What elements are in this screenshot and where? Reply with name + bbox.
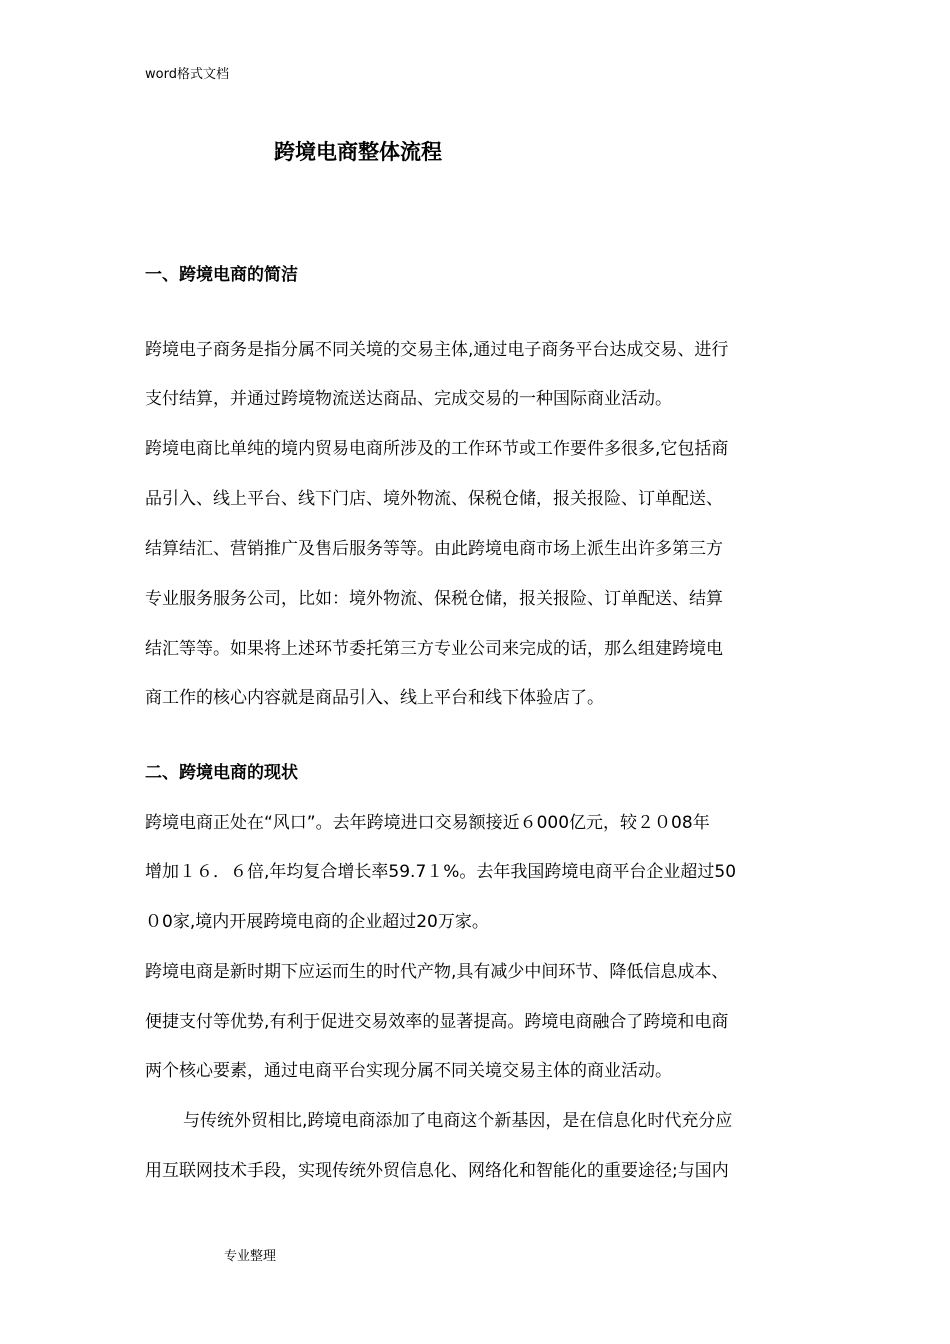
section-heading-2: 二、跨境电商的现状 — [145, 763, 298, 783]
paragraph-line: 结算结汇、营销推广及售后服务等等。由此跨境电商市场上派生出许多第三方 — [145, 539, 723, 559]
paragraph-line: 增加１６．６倍,年均复合增长率59.7１%。去年我国跨境电商平台企业超过50 — [145, 862, 737, 882]
document-title: 跨境电商整体流程 — [274, 140, 442, 164]
paragraph-line: 跨境电子商务是指分属不同关境的交易主体,通过电子商务平台达成交易、进行 — [145, 340, 729, 360]
section-heading-1: 一、跨境电商的简洁 — [145, 265, 298, 285]
paragraph-line: ０0家,境内开展跨境电商的企业超过20万家。 — [145, 912, 489, 932]
paragraph-line: 与传统外贸相比,跨境电商添加了电商这个新基因，是在信息化时代充分应 — [183, 1111, 733, 1131]
paragraph-line: 用互联网技术手段，实现传统外贸信息化、网络化和智能化的重要途径;与国内 — [145, 1161, 729, 1181]
paragraph-line: 便捷支付等优势,有利于促进交易效率的显著提高。跨境电商融合了跨境和电商 — [145, 1012, 729, 1032]
paragraph-line: 结汇等等。如果将上述环节委托第三方专业公司来完成的话，那么组建跨境电 — [145, 639, 723, 659]
paragraph-line: 跨境电商正处在“风口”。去年跨境进口交易额接近６000亿元，较２０08年 — [145, 813, 710, 833]
paragraph-line: 跨境电商是新时期下应运而生的时代产物,具有减少中间环节、降低信息成本、 — [145, 962, 729, 982]
paragraph-line: 专业服务服务公司，比如：境外物流、保税仓储，报关报险、订单配送、结算 — [145, 589, 723, 609]
page-footer: 专业整理 — [224, 1249, 277, 1264]
paragraph-line: 支付结算，并通过跨境物流送达商品、完成交易的一种国际商业活动。 — [145, 389, 672, 409]
paragraph-line: 两个核心要素，通过电商平台实现分属不同关境交易主体的商业活动。 — [145, 1061, 672, 1081]
paragraph-line: 商工作的核心内容就是商品引入、线上平台和线下体验店了。 — [145, 688, 604, 708]
page-header: word格式文档 — [145, 67, 229, 82]
paragraph-line: 跨境电商比单纯的境内贸易电商所涉及的工作环节或工作要件多很多,它包括商 — [145, 439, 729, 459]
paragraph-line: 品引入、线上平台、线下门店、境外物流、保税仓储，报关报险、订单配送、 — [145, 489, 723, 509]
